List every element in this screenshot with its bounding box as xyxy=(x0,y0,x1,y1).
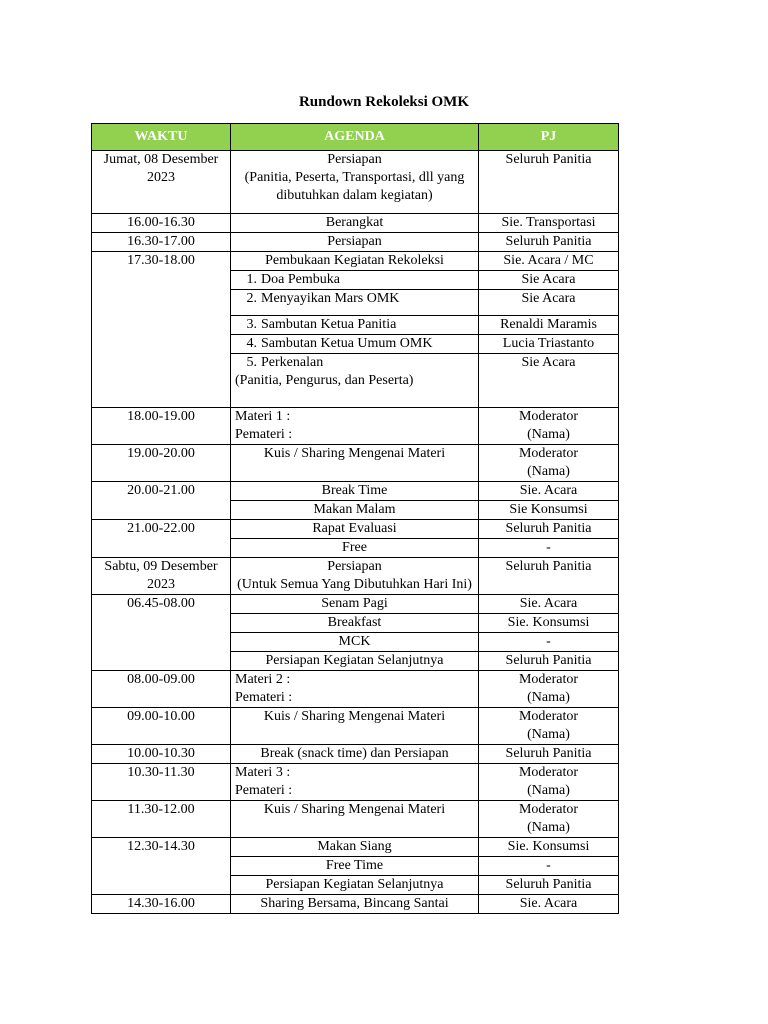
agenda-cell xyxy=(231,151,479,214)
agenda-cell: Kuis / Sharing Mengenai Materi xyxy=(231,801,479,838)
pj-cell xyxy=(479,408,619,445)
agenda-text: Menyayikan Mars OMK xyxy=(261,291,400,306)
pj-line: (Nama) xyxy=(527,464,570,479)
agenda-line: Materi 1 : xyxy=(235,409,291,424)
pj-cell: - xyxy=(479,857,619,876)
time-cell: 11.30-12.00 xyxy=(92,801,231,838)
agenda-line: Materi 3 : xyxy=(235,765,291,780)
pj-cell: - xyxy=(479,539,619,558)
agenda-text: Sambutan Ketua Panitia xyxy=(261,317,397,332)
table-header-row xyxy=(92,124,619,151)
time-cell: 16.00-16.30 xyxy=(92,214,231,233)
pj-cell: Sie. Acara xyxy=(479,595,619,614)
agenda-line: Pemateri : xyxy=(235,427,293,442)
agenda-text: (Panitia, Pengurus, dan Peserta) xyxy=(235,373,414,388)
pj-line: Moderator xyxy=(518,409,579,424)
agenda-line: (Panitia, Peserta, Transportasi, dll yang dibutuhkan dalam kegiatan) xyxy=(244,170,465,203)
agenda-line: Persiapan xyxy=(327,152,382,167)
agenda-cell: Sharing Bersama, Bincang Santai xyxy=(231,895,479,914)
pj-cell: Seluruh Panitia xyxy=(479,745,619,764)
agenda-cell: Breakfast xyxy=(231,614,479,633)
time-cell: 17.30-18.00 xyxy=(92,252,231,408)
time-cell: 14.30-16.00 xyxy=(92,895,231,914)
pj-line: (Nama) xyxy=(527,727,570,742)
agenda-cell: Senam Pagi xyxy=(231,595,479,614)
pj-cell: Sie Konsumsi xyxy=(479,501,619,520)
agenda-cell: Break (snack time) dan Persiapan xyxy=(231,745,479,764)
pj-cell: Sie. Transportasi xyxy=(479,214,619,233)
time-cell: 20.00-21.00 xyxy=(92,482,231,520)
pj-cell: Renaldi Maramis xyxy=(479,316,619,335)
time-cell: 10.30-11.30 xyxy=(92,764,231,801)
agenda-text: Doa Pembuka xyxy=(261,272,340,287)
pj-cell: Seluruh Panitia xyxy=(479,876,619,895)
table-row xyxy=(92,252,619,271)
agenda-cell: Free xyxy=(231,539,479,558)
document-title: Rundown Rekoleksi OMK xyxy=(298,94,470,110)
table-row xyxy=(92,520,619,539)
pj-line: Moderator xyxy=(518,446,579,461)
pj-cell: Sie Acara xyxy=(479,290,619,316)
agenda-cell: Kuis / Sharing Mengenai Materi xyxy=(231,708,479,745)
pj-cell: Sie. Acara xyxy=(479,895,619,914)
agenda-cell xyxy=(231,271,479,290)
pj-cell: Seluruh Panitia xyxy=(479,151,619,214)
agenda-cell xyxy=(231,558,479,595)
pj-cell: Seluruh Panitia xyxy=(479,520,619,539)
pj-line: (Nama) xyxy=(527,783,570,798)
time-cell: 09.00-10.00 xyxy=(92,708,231,745)
pj-cell: Sie. Acara / MC xyxy=(479,252,619,271)
pj-line: Moderator xyxy=(518,672,579,687)
time-cell: Jumat, 08 Desember 2023 xyxy=(92,151,231,214)
pj-cell xyxy=(479,445,619,482)
pj-cell xyxy=(479,764,619,801)
pj-cell: Seluruh Panitia xyxy=(479,233,619,252)
agenda-cell: MCK xyxy=(231,633,479,652)
pj-cell: - xyxy=(479,633,619,652)
table-row xyxy=(92,558,619,595)
agenda-cell: Kuis / Sharing Mengenai Materi xyxy=(231,445,479,482)
header-time: WAKTU xyxy=(92,124,231,151)
table-row xyxy=(92,214,619,233)
time-cell: 21.00-22.00 xyxy=(92,520,231,558)
pj-cell: Seluruh Panitia xyxy=(479,652,619,671)
agenda-cell: Rapat Evaluasi xyxy=(231,520,479,539)
time-cell: 19.00-20.00 xyxy=(92,445,231,482)
agenda-text: Sambutan Ketua Umum OMK xyxy=(261,336,433,351)
pj-cell: Seluruh Panitia xyxy=(479,558,619,595)
table-row xyxy=(92,233,619,252)
list-number: 2. xyxy=(246,291,257,306)
rundown-table xyxy=(91,123,619,914)
time-cell: Sabtu, 09 Desember 2023 xyxy=(92,558,231,595)
table-row xyxy=(92,482,619,501)
pj-cell: Sie Acara xyxy=(479,271,619,290)
agenda-text: Perkenalan xyxy=(261,355,324,370)
pj-cell: Sie. Konsumsi xyxy=(479,614,619,633)
table-row xyxy=(92,801,619,838)
agenda-line: (Untuk Semua Yang Dibutuhkan Hari Ini) xyxy=(237,577,472,592)
table-row xyxy=(92,671,619,708)
table-row xyxy=(92,151,619,214)
agenda-cell: Makan Malam xyxy=(231,501,479,520)
time-cell: 10.00-10.30 xyxy=(92,745,231,764)
pj-cell xyxy=(479,708,619,745)
table-row xyxy=(92,764,619,801)
time-cell: 06.45-08.00 xyxy=(92,595,231,671)
agenda-cell: Makan Siang xyxy=(231,838,479,857)
pj-line: Moderator xyxy=(518,765,579,780)
time-cell: 12.30-14.30 xyxy=(92,838,231,895)
table-row xyxy=(92,408,619,445)
agenda-line: Pemateri : xyxy=(235,690,293,705)
agenda-cell xyxy=(231,316,479,335)
agenda-cell: Free Time xyxy=(231,857,479,876)
pj-cell: Sie. Konsumsi xyxy=(479,838,619,857)
pj-cell: Lucia Triastanto xyxy=(479,335,619,354)
agenda-cell: Persiapan xyxy=(231,233,479,252)
agenda-cell: Break Time xyxy=(231,482,479,501)
pj-line: (Nama) xyxy=(527,820,570,835)
pj-line: (Nama) xyxy=(527,690,570,705)
agenda-cell xyxy=(231,354,479,408)
agenda-cell xyxy=(231,335,479,354)
agenda-cell: Pembukaan Kegiatan Rekoleksi xyxy=(231,252,479,271)
list-number: 3. xyxy=(246,317,257,332)
agenda-cell: Persiapan Kegiatan Selanjutnya xyxy=(231,876,479,895)
time-cell: 18.00-19.00 xyxy=(92,408,231,445)
header-pj: PJ xyxy=(479,124,619,151)
agenda-cell xyxy=(231,671,479,708)
pj-line: Moderator xyxy=(518,802,579,817)
agenda-cell xyxy=(231,408,479,445)
header-agenda: AGENDA xyxy=(231,124,479,151)
agenda-line: Persiapan xyxy=(327,559,382,574)
agenda-line: Pemateri : xyxy=(235,783,293,798)
list-number: 5. xyxy=(246,355,257,370)
time-cell: 08.00-09.00 xyxy=(92,671,231,708)
time-cell: 16.30-17.00 xyxy=(92,233,231,252)
pj-cell xyxy=(479,801,619,838)
agenda-cell xyxy=(231,290,479,316)
table-row xyxy=(92,708,619,745)
pj-line: Moderator xyxy=(518,709,579,724)
table-row xyxy=(92,745,619,764)
table-row xyxy=(92,595,619,614)
table-row xyxy=(92,445,619,482)
agenda-cell xyxy=(231,764,479,801)
pj-cell: Sie. Acara xyxy=(479,482,619,501)
agenda-line: Materi 2 : xyxy=(235,672,291,687)
pj-cell: Sie Acara xyxy=(479,354,619,408)
agenda-cell: Persiapan Kegiatan Selanjutnya xyxy=(231,652,479,671)
list-number: 4. xyxy=(246,336,257,351)
table-row xyxy=(92,838,619,857)
agenda-cell: Berangkat xyxy=(231,214,479,233)
list-number: 1. xyxy=(246,272,257,287)
pj-cell xyxy=(479,671,619,708)
pj-line: (Nama) xyxy=(527,427,570,442)
table-row xyxy=(92,895,619,914)
